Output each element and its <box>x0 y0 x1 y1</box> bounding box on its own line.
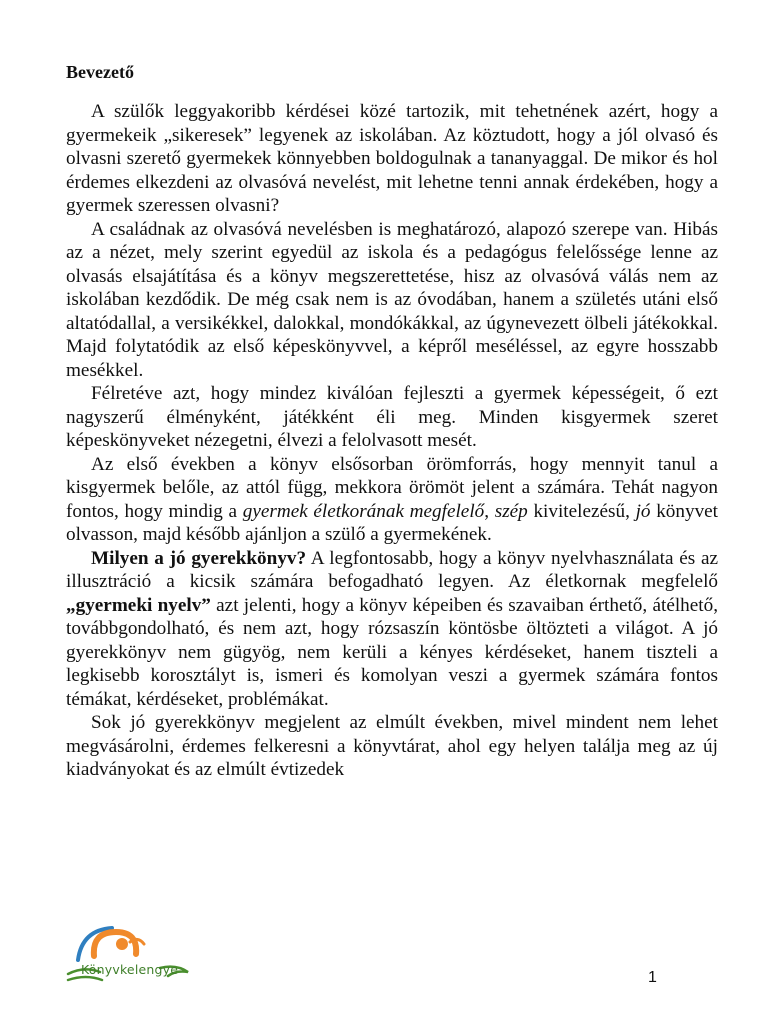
paragraph-4 <box>66 453 718 547</box>
paragraph-4-text-e: kivitelezésű, <box>527 500 636 522</box>
paragraph-4-text-g: könyvet olvasson, majd később ajánljon a szülő a gyermekének. <box>66 500 719 545</box>
paragraph-4-text-a: Az első években a könyv elsősorban örömforrás, hogy mennyit tanul a kisgyermek belőle, az attól függ, mekkora örömöt jelent a számára. Tehát nagyon fontos, hogy mindig a <box>66 453 718 522</box>
paragraph-4-italic-beautiful: szép <box>494 500 528 522</box>
paragraph-5-text-d: azt jelenti, hogy a könyv képeiben és szavaiban érthető, átélhető, továbbgondolható, és nem azt, hogy rózsaszín köntösbe öltözteti a világot. A jó gyerekkönyv nem gügyög, nem kerüli a kényes kérdéseket, hanem tiszteli a legkisebb korosztályt is, ismeri és komolyan veszi a gyermek számára fontos témákat, kérdéseket, problémákat. <box>66 594 718 710</box>
paragraph-2: A családnak az olvasóvá nevelésben is meghatározó, alapozó szerepe van. Hibás az a nézet, mely szerint egyedül az iskola és a pedagógus felelőssége lenne az olvasás elsajátítása és a könyv megszerettetése, hisz az olvasóvá válás nem az iskolában kezdődik. De még csak nem is az óvodában, hanem a születés utáni első altatódallal, a versikékkel, dalokkal, mondókákkal, az úgynevezett ölbeli játékokkal. Majd folytatódik az első képeskönyvvel, a képről meséléssel, az egyre hosszabb mesékkel. <box>66 218 718 381</box>
paragraph-5-bold-childrens-language: „gyermeki nyelv” <box>66 594 211 616</box>
paragraph-4-text-c: , <box>484 500 495 522</box>
logo-head-orange <box>94 932 136 956</box>
paragraph-5-text-b: A legfontosabb, hogy a könyv nyelvhasználata és az illusztráció a kicsik számára befogadható legyen. Az életkornak megfelelő <box>66 547 718 592</box>
paragraph-5 <box>66 547 718 712</box>
paragraph-4-italic-good: jó <box>635 500 651 522</box>
logo-dot-orange <box>116 938 128 950</box>
paragraph-4-italic-age-appropriate: gyermek életkorának megfelelő <box>242 500 485 522</box>
paragraph-5-bold-question: Milyen a jó gyerekkönyv? <box>91 547 307 569</box>
logo-text: Könyvkelengye <box>81 962 179 977</box>
paragraph-6: Sok jó gyerekkönyv megjelent az elmúlt években, mivel mindent nem lehet megvásárolni, érdemes felkeresni a könyvtárat, ahol egy helyen találja meg az új kiadványokat és az elmúlt évtizedek <box>66 712 718 780</box>
page-number: 1 <box>648 969 657 986</box>
paragraph-1: A szülők leggyakoribb kérdései közé tartozik, mit tehetnének azért, hogy a gyermekeik „sikeresek” legyenek az iskolában. Az köztudott, hogy a jól olvasó és olvasni szerető gyermekek könnyebben boldogulnak a tananyaggal. De mikor és hol érdemes elkezdeni az olvasóvá nevelést, mit lehetne tenni annak érdekében, hogy a gyermek szeressen olvasni? <box>66 101 718 216</box>
konyvkelengye-logo <box>64 922 204 990</box>
section-heading: Bevezető <box>66 62 134 82</box>
document-page <box>66 60 718 782</box>
paragraph-3: Félretéve azt, hogy mindez kiválóan fejleszti a gyermek képességeit, ő ezt nagyszerű élményként, játékként éli meg. Minden kisgyermek szeret képeskönyveket nézegetni, élvezi a felolvasott mesét. <box>66 383 718 451</box>
